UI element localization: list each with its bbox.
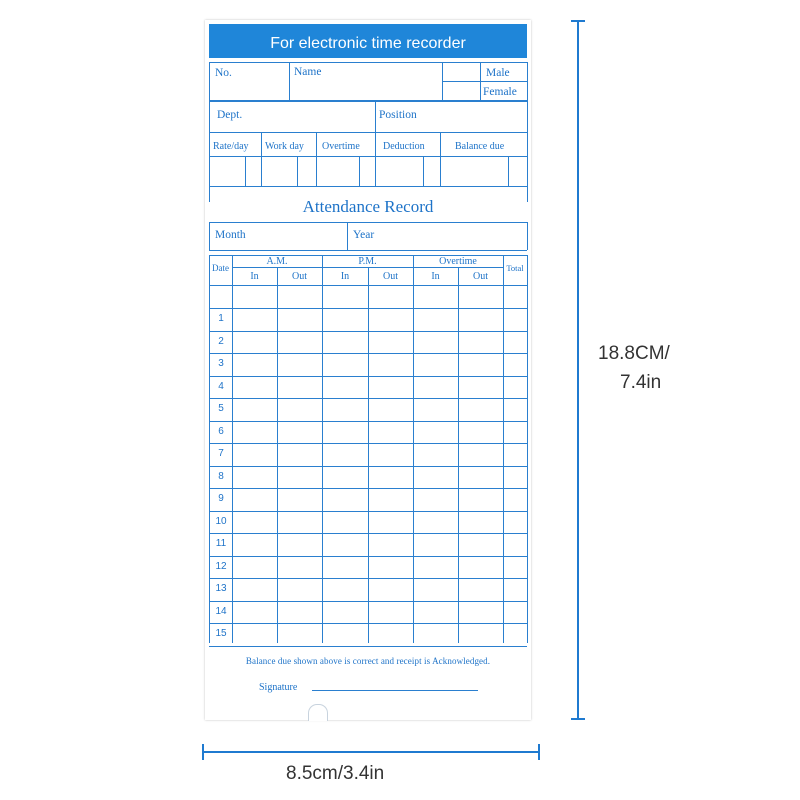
date-header: Date bbox=[212, 263, 229, 273]
month-row-bottom bbox=[209, 250, 527, 251]
card-notch bbox=[308, 704, 328, 721]
height-dimension-cm: 18.8CM/ bbox=[598, 343, 670, 364]
balance-due-label: Balance due bbox=[455, 141, 505, 152]
row-line bbox=[209, 511, 527, 512]
row-number: 1 bbox=[218, 313, 224, 324]
rate-sub-divider-5 bbox=[508, 156, 509, 186]
overtime-label: Overtime bbox=[322, 141, 360, 152]
width-dimension-left-cap bbox=[202, 744, 204, 760]
time-card bbox=[205, 20, 531, 720]
month-border-right bbox=[527, 222, 528, 250]
signature-line bbox=[312, 690, 478, 691]
gender-mid-line bbox=[442, 81, 527, 82]
width-dimension-right-cap bbox=[538, 744, 540, 760]
row-number: 7 bbox=[218, 448, 224, 459]
signature-label: Signature bbox=[259, 682, 298, 693]
am-header: A.M. bbox=[266, 256, 288, 267]
row-line bbox=[209, 601, 527, 602]
rate-sub-divider-4 bbox=[423, 156, 424, 186]
row-number: 15 bbox=[215, 628, 227, 639]
year-label: Year bbox=[353, 229, 375, 241]
overtime-header: Overtime bbox=[439, 256, 477, 267]
month-border-left bbox=[209, 222, 210, 250]
blank-row-bottom bbox=[209, 308, 527, 309]
position-label: Position bbox=[379, 109, 417, 121]
rate-divider-3 bbox=[375, 132, 376, 186]
row-number: 3 bbox=[218, 358, 224, 369]
row-line bbox=[209, 421, 527, 422]
height-dimension-top-cap bbox=[571, 20, 585, 22]
am-pm-divider bbox=[322, 255, 323, 643]
row-line bbox=[209, 623, 527, 624]
total-header: Total bbox=[506, 263, 524, 273]
row-number: 12 bbox=[215, 561, 227, 572]
ot-out-header: Out bbox=[473, 271, 488, 282]
row-line bbox=[209, 443, 527, 444]
month-row-top bbox=[209, 222, 527, 223]
rate-header-bottom bbox=[209, 156, 527, 157]
row-number: 11 bbox=[215, 538, 227, 549]
month-divider bbox=[347, 222, 348, 250]
row-number: 5 bbox=[218, 403, 224, 414]
table-border-left bbox=[209, 255, 210, 643]
pm-out-header: Out bbox=[383, 271, 398, 282]
row-number: 2 bbox=[218, 336, 224, 347]
subheader-line bbox=[232, 267, 503, 268]
name-row-bottom bbox=[209, 100, 527, 102]
row-line bbox=[209, 556, 527, 557]
deduction-label: Deduction bbox=[383, 141, 425, 152]
row-line bbox=[209, 578, 527, 579]
row-number: 4 bbox=[218, 381, 224, 392]
height-dimension-label bbox=[598, 340, 670, 397]
rate-divider-1 bbox=[261, 132, 262, 186]
month-label: Month bbox=[215, 229, 246, 241]
ot-in-header: In bbox=[431, 271, 440, 282]
row-number: 6 bbox=[218, 426, 224, 437]
male-label: Male bbox=[486, 67, 510, 79]
overtime-in-out-divider bbox=[458, 267, 459, 643]
header-bottom bbox=[209, 285, 527, 286]
row-number: 14 bbox=[215, 606, 227, 617]
rate-sub-divider-3 bbox=[359, 156, 360, 186]
row-line bbox=[209, 331, 527, 332]
female-label: Female bbox=[483, 86, 517, 98]
pm-header: P.M. bbox=[358, 256, 377, 267]
height-dimension-line bbox=[577, 20, 579, 720]
card-header-bar bbox=[209, 24, 527, 58]
footer-note: Balance due shown above is correct and receipt is Acknowledged. bbox=[245, 656, 491, 666]
rate-divider-2 bbox=[316, 132, 317, 186]
dept-label: Dept. bbox=[217, 109, 243, 121]
work-day-label: Work day bbox=[265, 141, 304, 152]
pm-in-out-divider bbox=[368, 267, 369, 643]
total-col-divider bbox=[503, 255, 504, 643]
rate-divider-4 bbox=[440, 132, 441, 186]
rate-day-label: Rate/day bbox=[213, 141, 249, 152]
pm-in-header: In bbox=[340, 271, 350, 282]
date-col-divider bbox=[232, 255, 233, 643]
width-dimension-line bbox=[202, 751, 540, 753]
width-dimension-label: 8.5cm/3.4in bbox=[286, 763, 385, 784]
attendance-title: Attendance Record bbox=[302, 197, 434, 216]
row-line bbox=[209, 488, 527, 489]
row-line bbox=[209, 398, 527, 399]
rate-sub-divider-2 bbox=[297, 156, 298, 186]
row-line bbox=[209, 533, 527, 534]
row-line bbox=[209, 376, 527, 377]
rate-row-bottom bbox=[209, 186, 527, 187]
am-in-header: In bbox=[250, 271, 259, 282]
dept-row-bottom bbox=[209, 132, 527, 133]
row-number: 9 bbox=[218, 493, 224, 504]
height-dimension-in: 7.4in bbox=[620, 371, 662, 393]
row-line bbox=[209, 466, 527, 467]
table-border-right bbox=[527, 255, 528, 643]
am-out-header: Out bbox=[292, 271, 307, 282]
name-label: Name bbox=[294, 66, 322, 78]
row-number: 13 bbox=[215, 583, 227, 594]
height-dimension-bottom-cap bbox=[571, 718, 585, 720]
info-border-right bbox=[527, 62, 528, 202]
row-line bbox=[209, 646, 527, 647]
row-number: 10 bbox=[215, 516, 227, 527]
card-header-text: For electronic time recorder bbox=[270, 35, 466, 52]
no-label: No. bbox=[215, 67, 232, 79]
rate-sub-divider-1 bbox=[245, 156, 246, 186]
row-number: 8 bbox=[218, 471, 224, 482]
no-divider bbox=[289, 62, 290, 100]
dept-divider bbox=[375, 102, 376, 132]
am-in-out-divider bbox=[277, 267, 278, 643]
pm-overtime-divider bbox=[413, 255, 414, 643]
row-line bbox=[209, 353, 527, 354]
